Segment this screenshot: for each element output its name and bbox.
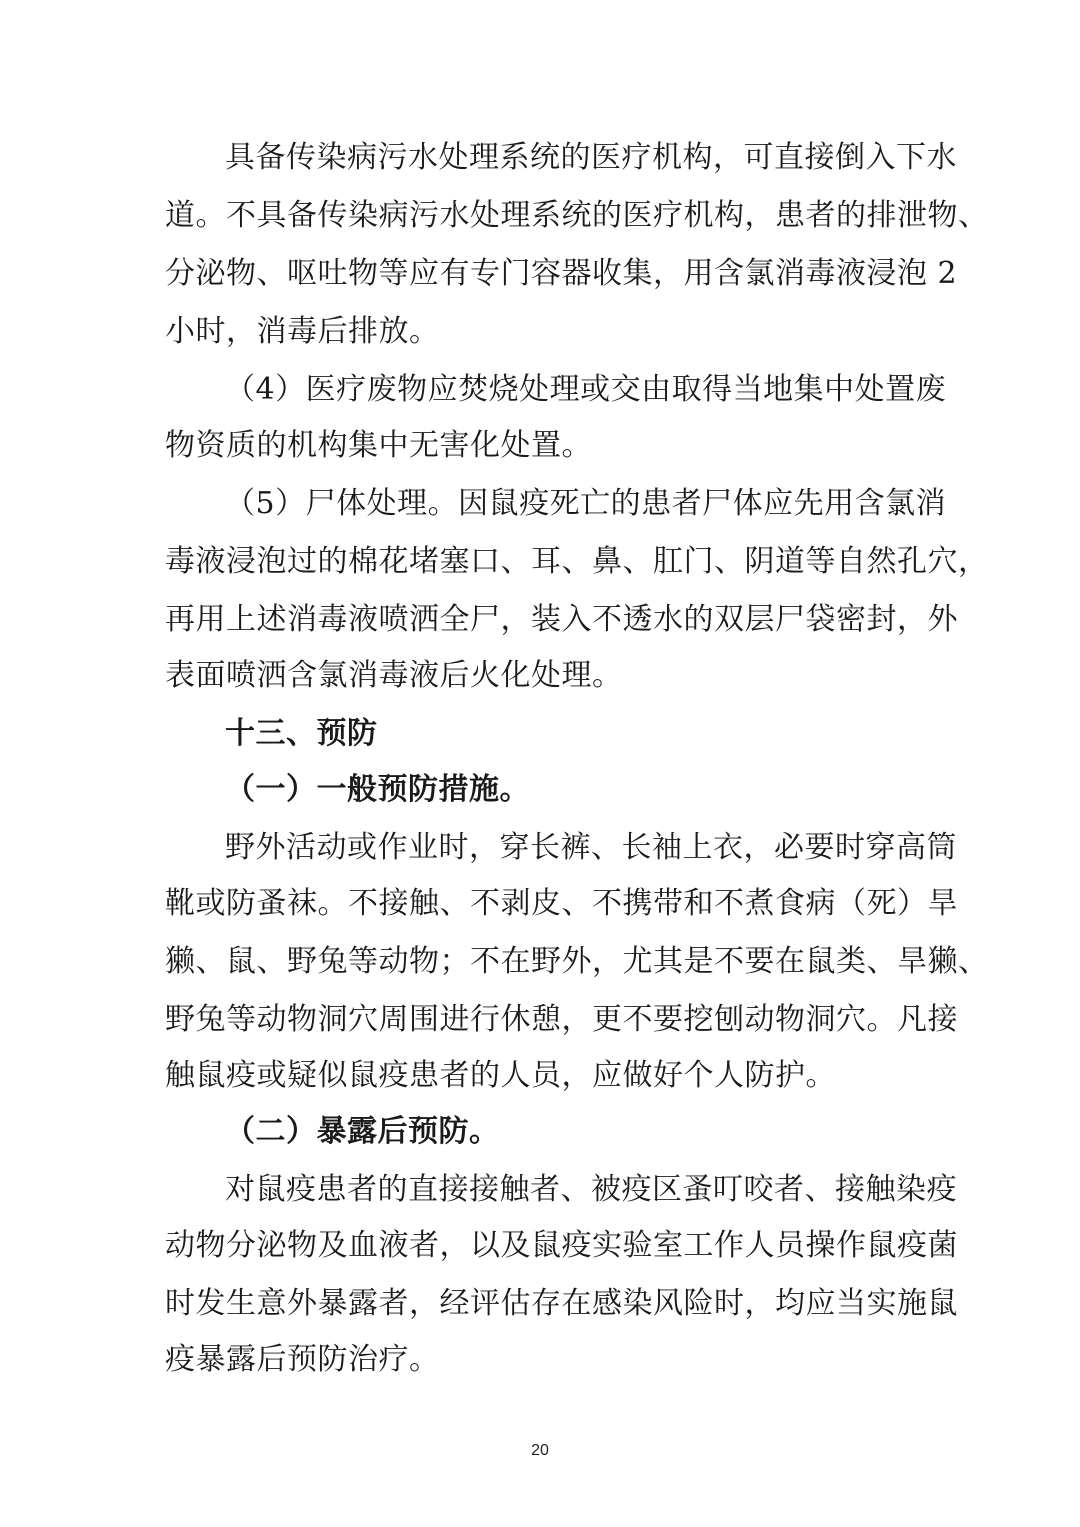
paragraph-line: 靴或防蚤袜。不接触、不剥皮、不携带和不煮食病（死）旱 bbox=[165, 886, 958, 921]
paragraph-line: 物资质的机构集中无害化处置。 bbox=[165, 428, 592, 463]
paragraph-line: 道。不具备传染病污水处理系统的医疗机构，患者的排泄物、 bbox=[165, 198, 989, 233]
paragraph-line: 对鼠疫患者的直接接触者、被疫区蚤叮咬者、接触染疫 bbox=[225, 1172, 957, 1207]
paragraph-line: 野兔等动物洞穴周围进行休憩，更不要挖刨动物洞穴。凡接 bbox=[165, 1002, 958, 1037]
paragraph-line: 时发生意外暴露者，经评估存在感染风险时，均应当实施鼠 bbox=[165, 1286, 958, 1321]
section-heading: 十三、预防 bbox=[225, 716, 378, 751]
paragraph-line: 动物分泌物及血液者，以及鼠疫实验室工作人员操作鼠疫菌 bbox=[165, 1228, 958, 1263]
subsection-heading: （一）一般预防措施。 bbox=[225, 772, 530, 807]
paragraph-line: 毒液浸泡过的棉花堵塞口、耳、鼻、肛门、阴道等自然孔穴， bbox=[165, 544, 989, 579]
page-number: 20 bbox=[531, 1442, 549, 1459]
paragraph-line: 表面喷洒含氯消毒液后火化处理。 bbox=[165, 658, 623, 693]
paragraph-line: 野外活动或作业时，穿长裤、长袖上衣，必要时穿高筒 bbox=[225, 830, 957, 865]
paragraph-line: （4）医疗废物应焚烧处理或交由取得当地集中处置废 bbox=[225, 372, 947, 407]
paragraph-line: 具备传染病污水处理系统的医疗机构，可直接倒入下水 bbox=[225, 140, 957, 175]
subsection-heading: （二）暴露后预防。 bbox=[225, 1114, 500, 1149]
paragraph-line: 再用上述消毒液喷洒全尸，装入不透水的双层尸袋密封，外 bbox=[165, 602, 958, 637]
paragraph-line: 小时，消毒后排放。 bbox=[165, 314, 440, 349]
paragraph-line: （5）尸体处理。因鼠疫死亡的患者尸体应先用含氯消 bbox=[225, 486, 947, 521]
paragraph-line: 疫暴露后预防治疗。 bbox=[165, 1342, 440, 1377]
paragraph-line: 分泌物、呕吐物等应有专门容器收集，用含氯消毒液浸泡 2 bbox=[165, 256, 958, 291]
paragraph-line: 触鼠疫或疑似鼠疫患者的人员，应做好个人防护。 bbox=[165, 1058, 836, 1093]
paragraph-line: 獭、鼠、野兔等动物；不在野外，尤其是不要在鼠类、旱獭、 bbox=[165, 944, 989, 979]
